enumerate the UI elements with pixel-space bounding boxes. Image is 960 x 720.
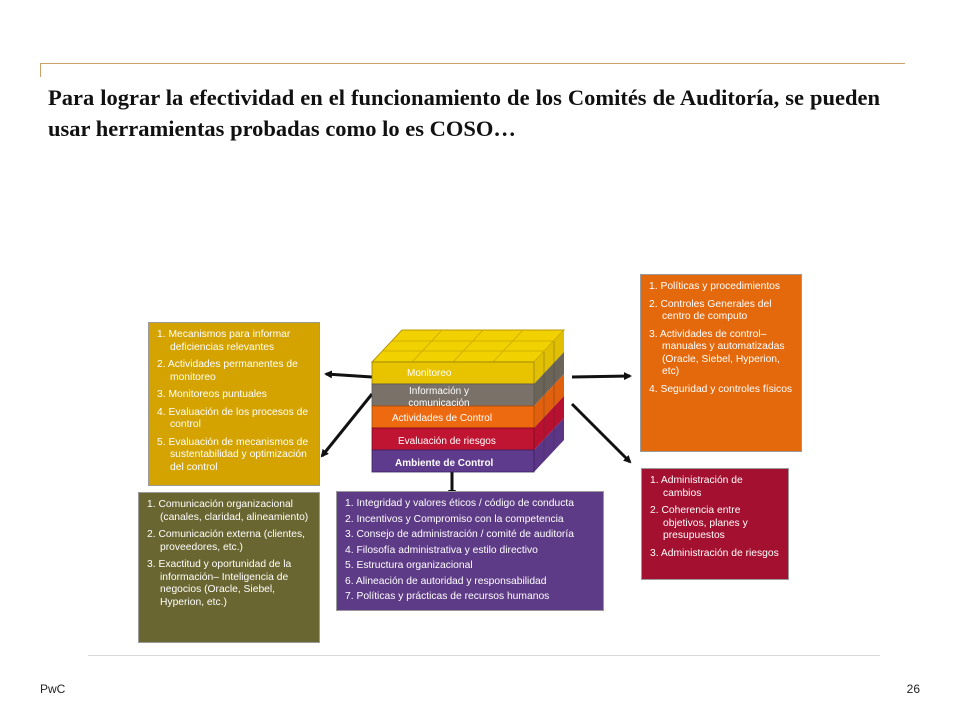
informacion-item: 2. Comunicación externa (clientes, proveedores, etc.) bbox=[147, 529, 305, 553]
footer-brand: PwC bbox=[40, 682, 66, 696]
informacion-item: 1. Comunicación organizacional (canales, claridad, alineamiento) bbox=[147, 499, 309, 523]
ambiente-item: 2. Incentivos y Compromiso con la competencia bbox=[345, 513, 564, 525]
ambiente-item: 5. Estructura organizacional bbox=[345, 560, 473, 571]
ambiente-item: 4. Filosofía administrativa y estilo directivo bbox=[345, 544, 538, 556]
actividades-item: 4. Seguridad y controles físicos bbox=[649, 383, 793, 395]
ambiente-box bbox=[336, 491, 604, 611]
monitoreo-item: 3. Monitoreos puntuales bbox=[157, 389, 267, 400]
actividades-item: 1. Políticas y procedimientos bbox=[649, 281, 781, 292]
riesgos-item: 3. Administración de riesgos bbox=[650, 547, 779, 559]
arrow-to-riesgos bbox=[572, 404, 630, 462]
actividades-box bbox=[640, 274, 802, 452]
header-rule-tick bbox=[40, 63, 41, 77]
riesgos-item: 1. Administración de cambios bbox=[650, 475, 743, 499]
ambiente-item: 1. Integridad y valores éticos / código de conducta bbox=[345, 498, 574, 509]
monitoreo-item: 5. Evaluación de mecanismos de sustentabilidad y optimización del control bbox=[157, 436, 309, 473]
actividades-item: 2. Controles Generales del centro de computo bbox=[649, 298, 772, 322]
cube-label-ambiente: Ambiente de Control bbox=[395, 458, 494, 469]
cube-label-evaluacion: Evaluación de riesgos bbox=[398, 436, 496, 447]
footer-rule bbox=[88, 655, 880, 656]
actividades-item: 3. Actividades de control– manuales y automatizadas (Oracle, Siebel, Hyperion, etc) bbox=[649, 328, 785, 377]
riesgos-item: 2. Coherencia entre objetivos, planes y presupuestos bbox=[650, 505, 748, 541]
cube-label-monitoreo: Monitoreo bbox=[407, 368, 452, 379]
page-number: 26 bbox=[906, 682, 920, 696]
cube-front-monitoreo bbox=[372, 362, 534, 384]
monitoreo-item: 1. Mecanismos para informar deficiencias relevantes bbox=[157, 329, 291, 353]
ambiente-item: 7. Políticas y prácticas de recursos humanos bbox=[345, 591, 550, 602]
ambiente-item: 3. Consejo de administración / comité de auditoría bbox=[345, 529, 574, 540]
slide-title: Para lograr la efectividad en el funcionamiento de los Comités de Auditoría, se pueden usar herramientas probadas como lo es COSO… bbox=[48, 85, 880, 141]
monitoreo-item: 4. Evaluación de los procesos de control bbox=[157, 406, 309, 430]
monitoreo-box bbox=[148, 322, 320, 486]
riesgos-box bbox=[641, 468, 789, 580]
cube-label-actividades: Actividades de Control bbox=[392, 413, 493, 424]
cube-label-informacion: Información y comunicación bbox=[408, 386, 470, 409]
arrow-to-actividades bbox=[572, 376, 630, 377]
informacion-box bbox=[138, 492, 320, 643]
header-rule bbox=[40, 63, 905, 64]
informacion-item: 3. Exactitud y oportunidad de la información– Inteligencia de negocios (Oracle, Siebel, Hyperion, etc.) bbox=[147, 559, 292, 608]
monitoreo-item: 2. Actividades permanentes de monitoreo bbox=[157, 359, 298, 383]
ambiente-item: 6. Alineación de autoridad y responsabilidad bbox=[345, 575, 547, 587]
